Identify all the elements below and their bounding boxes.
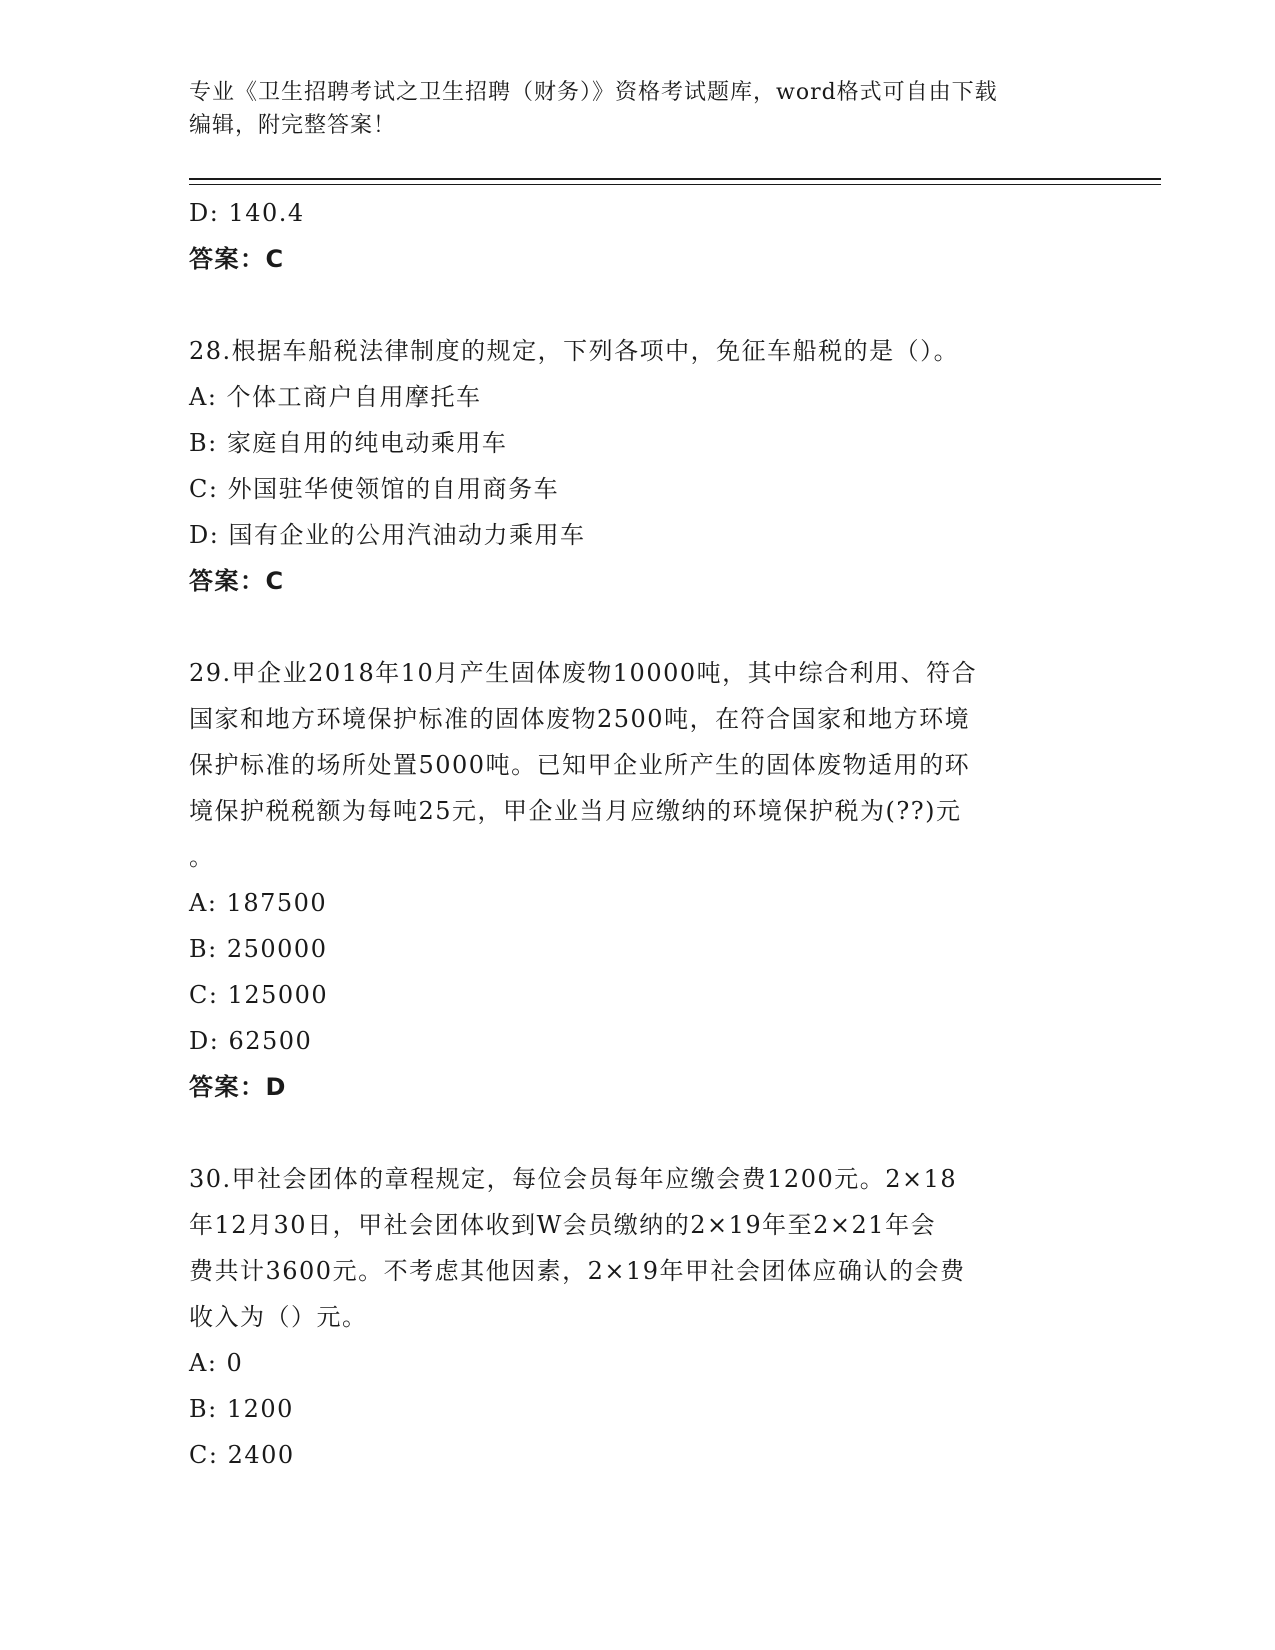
question-30-option-b: B: 1200	[189, 1395, 294, 1423]
question-28-text: 28.根据车船税法律制度的规定，下列各项中，免征车船税的是（）。	[189, 337, 960, 365]
question-29-text-line-4: 境保护税税额为每吨25元，甲企业当月应缴纳的环境保护税为(??)元	[189, 797, 962, 825]
header-line-1: 专业《卫生招聘考试之卫生招聘（财务）》资格考试题库，word格式可自由下载	[189, 80, 998, 105]
question-28-option-a: A: 个体工商户自用摩托车	[189, 383, 482, 411]
spacer	[189, 282, 1089, 328]
question-30-text-line-1: 30.甲社会团体的章程规定，每位会员每年应缴会费1200元。2×18	[189, 1165, 958, 1193]
question-29-option-c: C: 125000	[189, 981, 329, 1009]
question-28-option-b: B: 家庭自用的纯电动乘用车	[189, 429, 508, 457]
question-30	[189, 1156, 1089, 1478]
question-29-text-line-5: 。	[189, 843, 215, 871]
question-30-text-line-2: 年12月30日，甲社会团体收到W会员缴纳的2×19年至2×21年会	[189, 1211, 937, 1239]
question-30-option-a: A: 0	[189, 1349, 244, 1377]
header-divider-thin	[189, 184, 1161, 185]
question-29-option-b: B: 250000	[189, 935, 328, 963]
question-28-option-c: C: 外国驻华使领馆的自用商务车	[189, 475, 560, 503]
header-line-2: 编辑，附完整答案！	[189, 113, 397, 138]
option-d-prev: D: 140.4	[189, 199, 305, 227]
question-28-answer: 答案：C	[189, 567, 285, 595]
question-29-answer: 答案：D	[189, 1073, 287, 1101]
question-28	[189, 328, 1089, 604]
spacer	[189, 1110, 1089, 1156]
question-28-option-d: D: 国有企业的公用汽油动力乘用车	[189, 521, 586, 549]
question-30-option-c: C: 2400	[189, 1441, 295, 1469]
question-29-text-line-3: 保护标准的场所处置5000吨。已知甲企业所产生的固体废物适用的环	[189, 751, 971, 779]
spacer	[189, 604, 1089, 650]
question-30-text-line-3: 费共计3600元。不考虑其他因素，2×19年甲社会团体应确认的会费	[189, 1257, 966, 1285]
question-list	[189, 190, 1089, 1478]
question-30-text-line-4: 收入为（）元。	[189, 1303, 368, 1331]
question-29-option-a: A: 187500	[189, 889, 328, 917]
question-29-text-line-1: 29.甲企业2018年10月产生固体废物10000吨，其中综合利用、符合	[189, 659, 978, 687]
header-divider-thick	[189, 178, 1161, 180]
question-29-option-d: D: 62500	[189, 1027, 313, 1055]
question-29-text-line-2: 国家和地方环境保护标准的固体废物2500吨，在符合国家和地方环境	[189, 705, 971, 733]
question-29	[189, 650, 1089, 1110]
document-header	[189, 76, 1089, 142]
answer-prev: 答案：C	[189, 245, 285, 273]
